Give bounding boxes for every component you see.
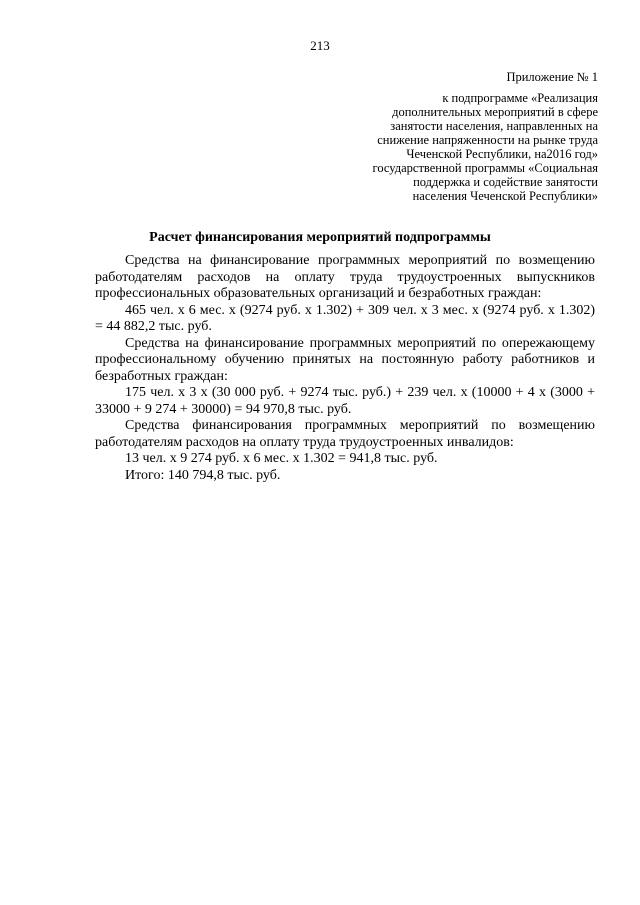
document-body <box>95 253 595 484</box>
appendix-line: снижение напряженности на рынке труда <box>377 133 598 147</box>
paragraph-total: Итого: 140 794,8 тыс. руб. <box>125 467 281 483</box>
paragraph-funding-employer-graduates: Средства на финансирование программных мероприятий по возмещению работодателям расходов на оплату труда трудоустроенных выпускников профессиональных образовательных организаций и безработных граждан: <box>95 253 595 301</box>
appendix-heading: Приложение № 1 <box>506 70 598 84</box>
appendix-line: государственной программы «Социальная <box>372 161 598 175</box>
appendix-line: занятости населения, направленных на <box>390 119 598 133</box>
paragraph-calculation-1: 465 чел. х 6 мес. х (9274 руб. х 1.302) + 309 чел. х 3 мес. х (9274 руб. х 1.302) = 44 882,2 тыс. руб. <box>95 302 595 334</box>
paragraph-calculation-3: 13 чел. х 9 274 руб. х 6 мес. х 1.302 = 941,8 тыс. руб. <box>125 451 438 466</box>
paragraph-funding-training: Средства на финансирование программных мероприятий по опережающему профессиональному обучению принятых на постоянную работу работников и безработных граждан: <box>95 335 595 384</box>
appendix-line: Чеченской Республики, на2016 год» <box>406 147 598 161</box>
page-number: 213 <box>310 38 330 53</box>
appendix-line: к подпрограмме «Реализация <box>442 91 598 105</box>
appendix-line: поддержка и содействие занятости <box>413 175 598 189</box>
document-title: Расчет финансирования мероприятий подпрограммы <box>149 230 491 245</box>
paragraph-calculation-2: 175 чел. х 3 х (30 000 руб. + 9274 тыс. руб.) + 239 чел. х (10000 + 4 х (3000 + 33000 + 9 274 + 30000) = 94 970,8 тыс. руб. <box>95 385 595 417</box>
appendix-line: дополнительных мероприятий в сфере <box>392 105 598 119</box>
appendix-block <box>298 70 598 203</box>
paragraph-funding-disabled: Средства финансирования программных мероприятий по возмещению работодателям расходов на оплату труда трудоустроенных инвалидов: <box>95 418 595 450</box>
appendix-line: населения Чеченской Республики» <box>412 189 598 203</box>
